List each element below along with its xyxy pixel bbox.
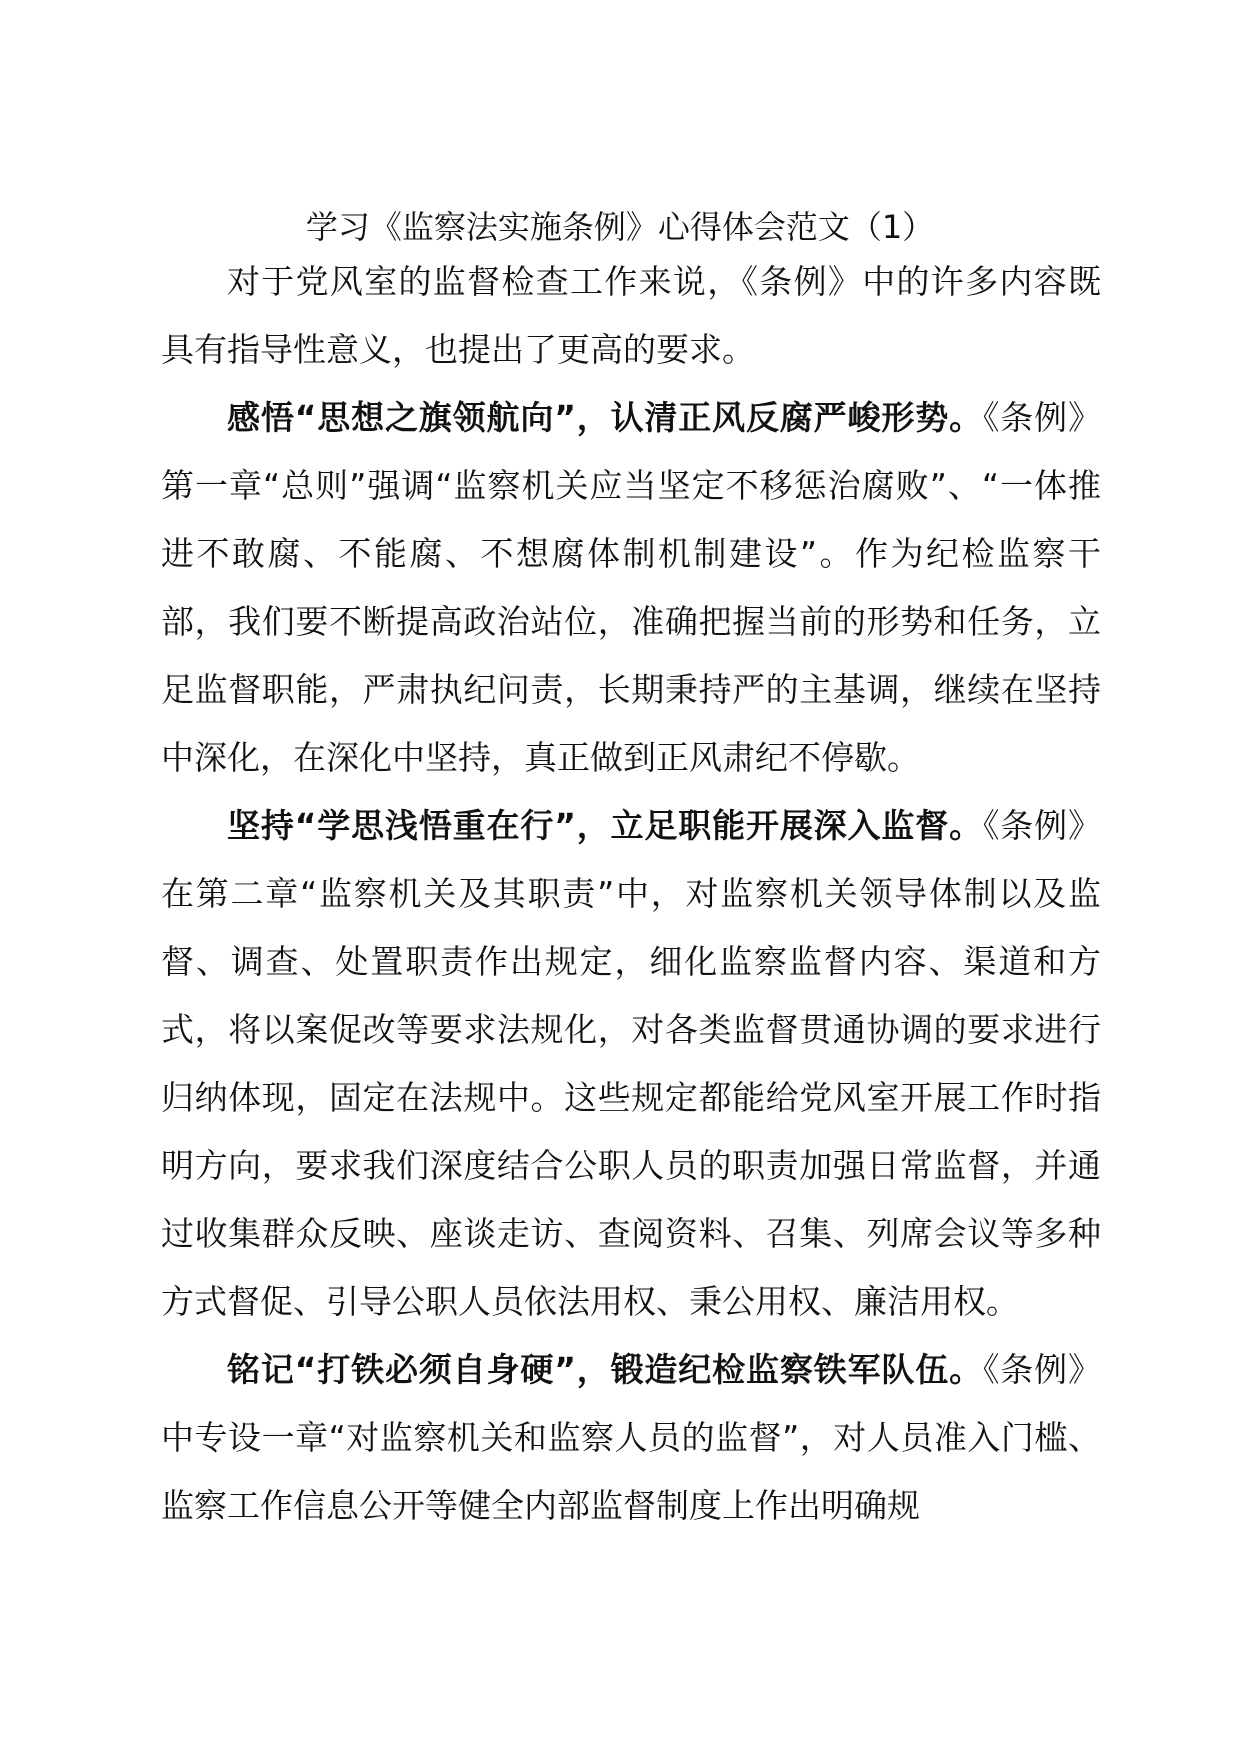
paragraph-1	[161, 384, 1101, 792]
paragraph-text: 《条例》第一章“总则”强调“监察机关应当坚定不移惩治腐败”、“一体推进不敢腐、不能腐、不想腐体制机制建设”。作为纪检监察干部，我们要不断提高政治站位，准确把握当前的形势和任务，立足监督职能，严肃执纪问责，长期秉持严的主基调，继续在坚持中深化，在深化中坚持，真正做到正风肃纪不停歇。	[161, 398, 1101, 777]
document-title: 学习《监察法实施条例》心得体会范文（1）	[305, 208, 935, 247]
paragraph-intro	[161, 248, 1101, 384]
paragraph-lead: 感悟“思想之旗领航向”，认清正风反腐严峻形势。	[227, 398, 983, 437]
paragraph-lead: 铭记“打铁必须自身硬”，锻造纪检监察铁军队伍。	[227, 1350, 983, 1389]
paragraph-text: 《条例》中专设一章“对监察机关和监察人员的监督”，对人员准入门槛、监察工作信息公开等健全内部监督制度上作出明确规	[161, 1350, 1101, 1525]
paragraph-text: 对于党风室的监督检查工作来说，《条例》中的许多内容既具有指导性意义，也提出了更高的要求。	[161, 262, 1101, 369]
paragraph-2	[161, 792, 1101, 1336]
paragraph-3	[161, 1336, 1101, 1540]
paragraph-text: 《条例》在第二章“监察机关及其职责”中，对监察机关领导体制以及监督、调查、处置职责作出规定，细化监察监督内容、渠道和方式，将以案促改等要求法规化，对各类监督贯通协调的要求进行归纳体现，固定在法规中。这些规定都能给党风室开展工作时指明方向，要求我们深度结合公职人员的职责加强日常监督，并通过收集群众反映、座谈走访、查阅资料、召集、列席会议等多种方式督促、引导公职人员依法用权、秉公用权、廉洁用权。	[161, 806, 1101, 1321]
paragraph-lead: 坚持“学思浅悟重在行”，立足职能开展深入监督。	[227, 806, 983, 845]
document-body	[161, 248, 1101, 1540]
